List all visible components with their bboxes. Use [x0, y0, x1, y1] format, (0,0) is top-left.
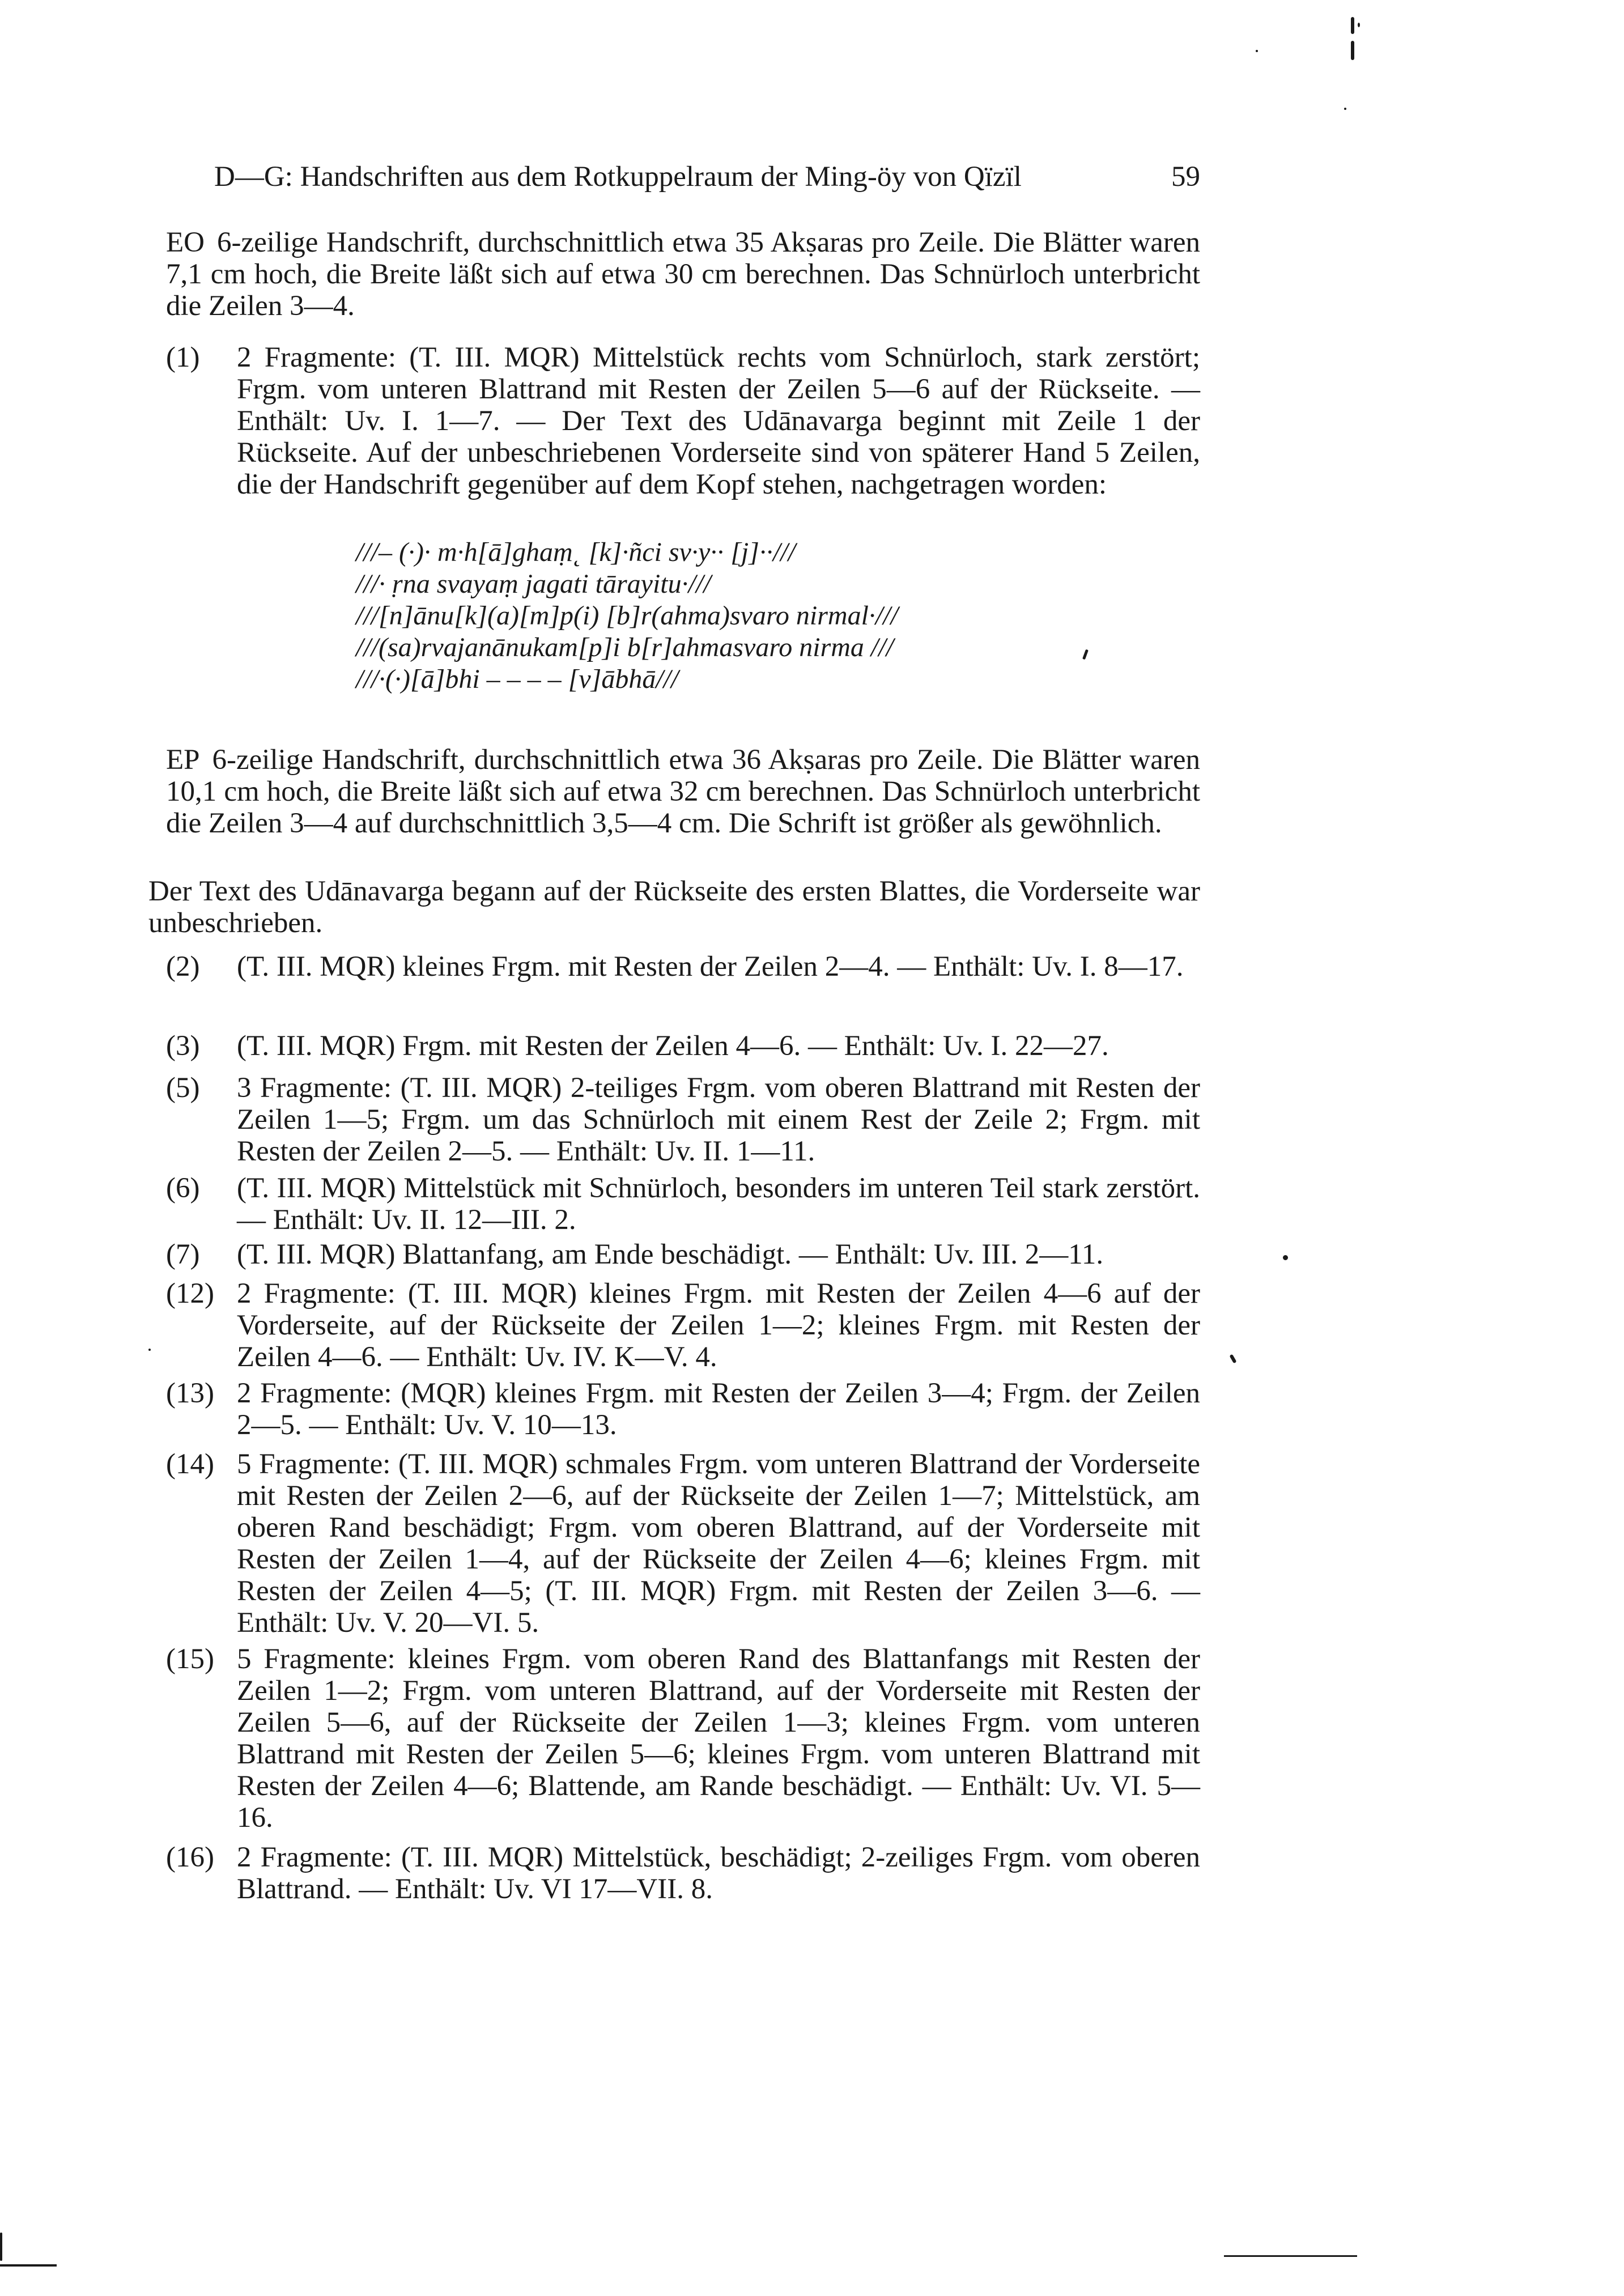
verse-transliteration — [356, 537, 1104, 695]
entry-text: 3 Fragmente: (T. III. MQR) 2-teiliges Frgm. vom oberen Blattrand mit Resten der Zeilen 1—5; Frgm. um das Schnürloch mit einem Rest der Zeile 2; Frgm. mit Resten der Zeilen 2—5. — Enthält: Uv. II. 1—11. — [237, 1072, 1200, 1167]
scan-mark — [148, 1349, 151, 1351]
ep-description — [166, 744, 1200, 839]
entry-text: 5 Fragmente: kleines Frgm. vom oberen Rand des Blattanfangs mit Resten der Zeilen 1—2; Frgm. vom unteren Blattrand, auf der Vorderseite mit Resten der Zeilen 5—6, auf der Rückseite der Zeilen 1—3; kleines Frgm. vom unteren Blattrand mit Resten der Zeilen 5—6; kleines Frgm. vom unteren Blattrand mit Resten der Zeilen 4—6; Blattende, am Rande beschädigt. — Enthält: Uv. VI. 5—16. — [237, 1643, 1200, 1834]
ep-siglum: EP — [166, 744, 200, 776]
entry-number: (16) — [166, 1842, 214, 1873]
entry-number: (5) — [166, 1072, 200, 1104]
entry-7 — [166, 1239, 1200, 1270]
scan-mark — [1351, 17, 1354, 34]
verse-line: ///[n]ānu[k](a)[m]p(i) [b]r(ahma)svaro nirmal·/// — [356, 601, 898, 631]
entry-text: 2 Fragmente: (T. III. MQR) Mittelstück rechts vom Schnürloch, stark zerstört; Frgm. vom unteren Blattrand mit Resten der Zeilen 5—6 auf der Rückseite. — Enthält: Uv. I. 1—7. — Der Text des Udānavarga beginnt mit Zeile 1 der Rückseite. Auf der unbeschriebenen Vorderseite sind von späterer Hand 5 Zeilen, die der Handschrift gegenüber auf dem Kopf stehen, nachgetragen worden: — [237, 342, 1200, 500]
entry-2 — [166, 951, 1200, 983]
scan-mark — [1351, 41, 1354, 60]
eo-siglum: EO — [166, 227, 205, 258]
entry-15 — [166, 1643, 1200, 1834]
entry-number: (6) — [166, 1172, 200, 1204]
eo-text: 6-zeilige Handschrift, durchschnittlich etwa 35 Akṣaras pro Zeile. Die Blätter waren 7,1 cm hoch, die Breite läßt sich auf etwa 30 cm berechnen. Das Schnürloch unterbricht die Zeilen 3—4. — [166, 227, 1200, 322]
scan-mark — [1283, 1255, 1288, 1260]
entry-text: (T. III. MQR) Frgm. mit Resten der Zeilen 4—6. — Enthält: Uv. I. 22—27. — [237, 1030, 1109, 1062]
entry-number: (12) — [166, 1278, 214, 1309]
scan-mark — [1358, 23, 1360, 27]
entry-16 — [166, 1842, 1200, 1905]
ep-note: Der Text des Udānavarga begann auf der Rückseite des ersten Blattes, die Vorderseite war unbeschrieben. — [148, 875, 1200, 939]
entry-text: (T. III. MQR) Blattanfang, am Ende beschädigt. — Enthält: Uv. III. 2—11. — [237, 1239, 1104, 1270]
verse-line: ///·(·)[ā]bhi – – – – [v]ābhā/// — [356, 664, 679, 694]
entry-number: (15) — [166, 1643, 214, 1675]
entry-number: (1) — [166, 342, 200, 373]
verse-line: ///· ṛna svayaṃ jagati tārayitu·/// — [356, 569, 711, 599]
scan-mark — [1256, 50, 1258, 52]
ep-text: 6-zeilige Handschrift, durchschnittlich etwa 36 Akṣaras pro Zeile. Die Blätter waren 10,1 cm hoch, die Breite läßt sich auf etwa 32 cm berechnen. Das Schnürloch unterbricht die Zeilen 3—4 auf durchschnittlich 3,5—4 cm. Die Schrift ist größer als gewöhnlich. — [166, 744, 1200, 839]
entry-3 — [166, 1030, 1200, 1062]
entry-13 — [166, 1377, 1200, 1441]
entry-number: (13) — [166, 1377, 214, 1409]
scan-edge-line — [0, 2264, 57, 2267]
entry-12 — [166, 1278, 1200, 1373]
entry-text: (T. III. MQR) kleines Frgm. mit Resten der Zeilen 2—4. — Enthält: Uv. I. 8—17. — [237, 951, 1184, 983]
verse-line: ///(sa)rvajanānukam[p]i b[r]ahmasvaro nirma /// — [356, 632, 894, 662]
entry-text: 2 Fragmente: (T. III. MQR) Mittelstück, beschädigt; 2-zeiliges Frgm. vom oberen Blattrand. — Enthält: Uv. VI 17—VII. 8. — [237, 1842, 1200, 1905]
entry-text: 2 Fragmente: (T. III. MQR) kleines Frgm. mit Resten der Zeilen 4—6 auf der Vorderseite, auf der Rückseite der Zeilen 1—2; kleines Frgm. mit Resten der Zeilen 4—6. — Enthält: Uv. IV. K—V. 4. — [237, 1278, 1200, 1373]
page-number: 59 — [1171, 161, 1200, 193]
entry-number: (3) — [166, 1030, 200, 1062]
scan-mark — [1229, 1354, 1236, 1364]
running-header — [214, 156, 1200, 198]
entry-1 — [166, 342, 1200, 500]
entry-text: (T. III. MQR) Mittelstück mit Schnürloch, besonders im unteren Teil stark zerstört. — Enthält: Uv. II. 12—III. 2. — [237, 1172, 1200, 1236]
header-title: D—G: Handschriften aus dem Rotkuppelraum der Ming-öy von Qïzïl — [214, 161, 1022, 193]
entry-text: 2 Fragmente: (MQR) kleines Frgm. mit Resten der Zeilen 3—4; Frgm. der Zeilen 2—5. — Enthält: Uv. V. 10—13. — [237, 1377, 1200, 1441]
verse-line: ///– (·)· m·h[ā]ghaṃ˛ [k]·ñci sv·y·· [j]··/// — [356, 537, 796, 567]
entry-5 — [166, 1072, 1200, 1167]
entry-number: (2) — [166, 951, 200, 983]
entry-number: (14) — [166, 1448, 214, 1480]
entry-number: (7) — [166, 1239, 200, 1270]
eo-description — [166, 227, 1200, 322]
scan-mark — [0, 2233, 2, 2261]
scan-edge-line — [1224, 2255, 1357, 2257]
scan-mark — [1344, 108, 1346, 110]
entry-6 — [166, 1172, 1200, 1236]
entry-14 — [166, 1448, 1200, 1639]
entry-text: 5 Fragmente: (T. III. MQR) schmales Frgm. vom unteren Blattrand der Vorderseite mit Resten der Zeilen 2—6, auf der Rückseite der Zeilen 1—7; Mittelstück, am oberen Rand beschädigt; Frgm. vom oberen Blattrand, auf der Vorderseite mit Resten der Zeilen 1—4, auf der Rückseite der Zeilen 4—6; kleines Frgm. mit Resten der Zeilen 4—5; (T. III. MQR) Frgm. mit Resten der Zeilen 3—6. — Enthält: Uv. V. 20—VI. 5. — [237, 1448, 1200, 1639]
